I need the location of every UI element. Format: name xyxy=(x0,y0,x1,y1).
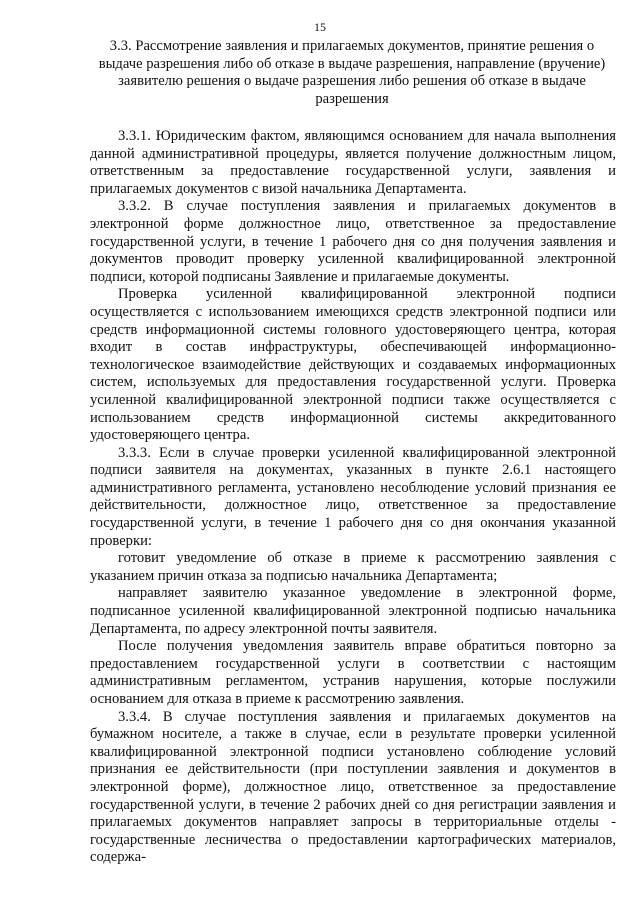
paragraph-3-3-1: 3.3.1. Юридическим фактом, являющимся основанием для начала выполнения данной административной процедуры, является получение должностным лицом, ответственным за предоставление государственной услуги, заявления и прилагаемых документов с визой начальника Департамента. xyxy=(90,128,616,197)
paragraph-prepare-notice: готовит уведомление об отказе в приеме к рассмотрению заявления с указанием причин отказа за подписью начальника Департамента; xyxy=(90,550,616,584)
section-heading: 3.3. Рассмотрение заявления и прилагаемых документов, принятие решения о выдаче разрешения либо об отказе в выдаче разрешения, направление (вручение) заявителю решения о выдаче разрешения либо решения об отказе в выдаче разрешения xyxy=(98,38,606,107)
page-number: 15 xyxy=(314,20,326,34)
paragraph-3-3-2: 3.3.2. В случае поступления заявления и прилагаемых документов в электронной форме должностное лицо, ответственное за предоставление государственной услуги, в течение 1 рабочего дня со дня получения заявления и документов проводит проверку усиленной квалифицированной электронной подписи, которой подписаны Заявление и прилагаемые документы. xyxy=(90,198,616,285)
document-body xyxy=(90,128,616,867)
paragraph-3-3-4: 3.3.4. В случае поступления заявления и прилагаемых документов на бумажном носителе, а также в случае, если в результате проверки усиленной квалифицированной электронной подписи установлено соблюдение условий признания ее действительности (при поступлении заявления и документов в электронной форме), должностное лицо, ответственное за предоставление государственной услуги, в течение 2 рабочих дней со дня регистрации заявления и прилагаемых документов направляет запросы в территориальные отделы - государственные лесничества о предоставлении картографических материалов, содержа- xyxy=(90,708,616,866)
paragraph-3-3-3: 3.3.3. Если в случае проверки усиленной квалифицированной электронной подписи заявителя на документах, указанных в пункте 2.6.1 настоящего административного регламента, установлено несоблюдение условий признания ее действительности, должностное лицо, ответственное за предоставление государственной услуги, в течение 1 рабочего дня со дня окончания указанной проверки: xyxy=(90,444,616,549)
paragraph-signature-check: Проверка усиленной квалифицированной электронной подписи осуществляется с использованием имеющихся средств электронной подписи или средств информационной системы головного удостоверяющего центра, которая входит в состав инфраструктуры, обеспечивающей информационно-технологическое взаимодействие действующих и создаваемых информационных систем, используемых для предоставления государственной услуги. Проверка усиленной квалифицированной электронной подписи также осуществляется с использованием средств информационной системы аккредитованного удостоверяющего центра. xyxy=(90,286,616,444)
paragraph-send-notice: направляет заявителю указанное уведомление в электронной форме, подписанное усиленной квалифицированной электронной подписью начальника Департамента, по адресу электронной почты заявителя. xyxy=(90,585,616,637)
paragraph-reapply: После получения уведомления заявитель вправе обратиться повторно за предоставлением государственной услуги в соответствии с настоящим административным регламентом, устранив нарушения, которые послужили основанием для отказа в приеме к рассмотрению заявления. xyxy=(90,638,616,707)
